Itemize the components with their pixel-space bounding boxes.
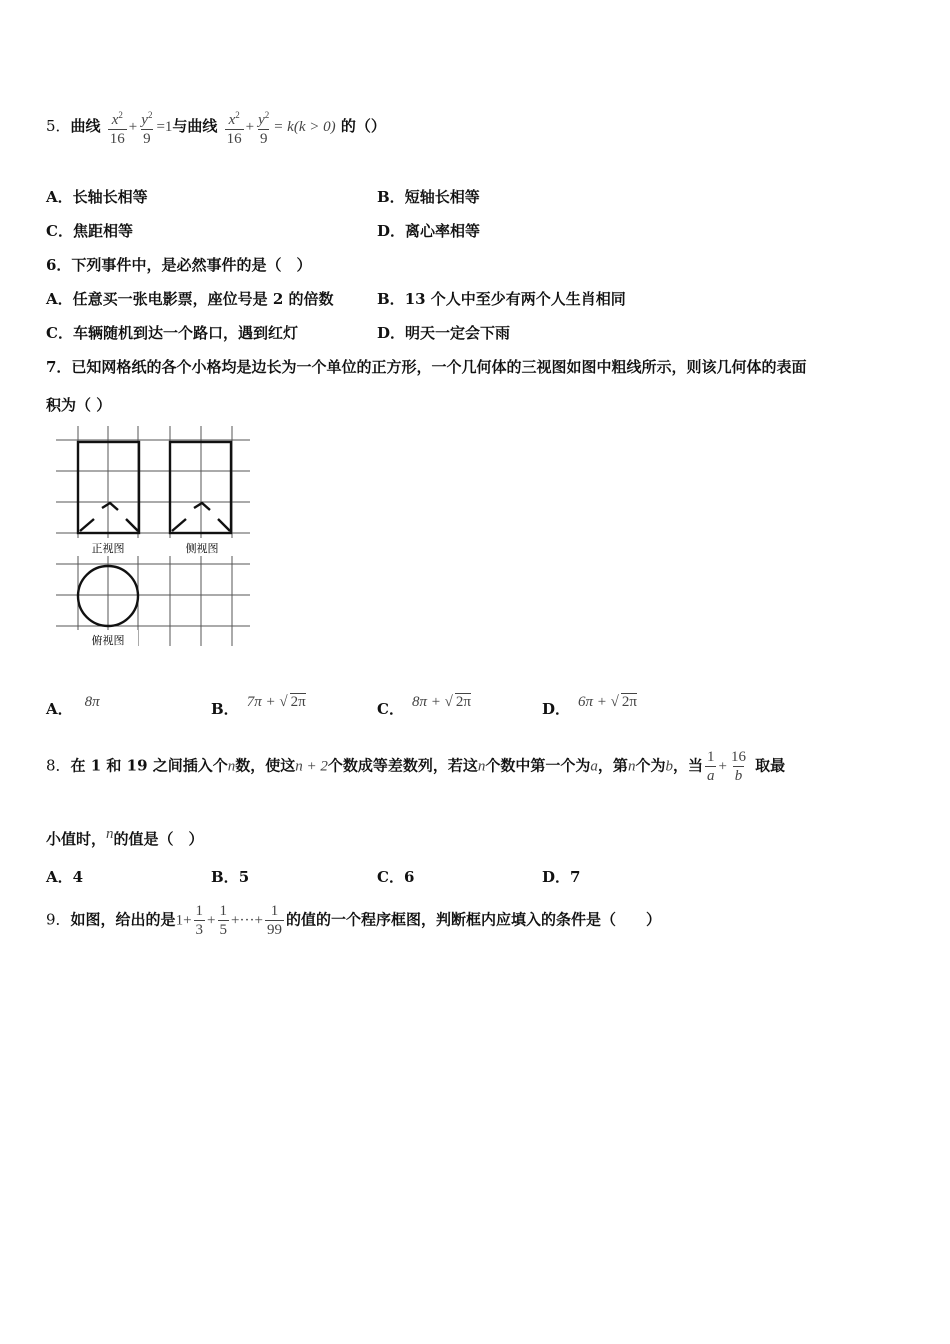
q7-option-b[interactable]: B． 7π + √ 2π — [211, 694, 306, 718]
q8-stem-line1: 8．在 1 和 19 之间插入个n数，使这n + 2个数成等差数列，若这n个数中第一个为a，第n个为b，当 $\frac{1}{a}$ + $\frac{16}{b}$ 取最 — [46, 749, 786, 784]
q8-frac-16-b: $\frac{16}{b}$ — [730, 749, 746, 784]
q8-option-d[interactable]: D．7 — [542, 868, 581, 886]
q9-stem: 9．如图，给出的是1+ $\frac{1}{3}$ + $\frac{1}{5}$ +···+ $\frac{1}{99}$ 的值的一个程序框图，判断框内应填入的条件是（ ） — [46, 903, 661, 938]
front-view-label: 正视图 — [91, 542, 125, 555]
three-view-diagram — [52, 424, 252, 652]
q5-option-c[interactable]: C．焦距相等 — [46, 222, 133, 240]
q8-stem-line2: 小值时，n的值是（ ） — [46, 826, 204, 848]
q5-frac-y2: $\frac{y^2}{9}$ — [258, 110, 270, 147]
top-view-label: 俯视图 — [91, 634, 125, 647]
q8-option-c[interactable]: C．6 — [377, 868, 415, 886]
q6-stem: 6．下列事件中，是必然事件的是（ ） — [46, 256, 312, 274]
three-view-figure — [52, 424, 252, 656]
q6-option-c[interactable]: C．车辆随机到达一个路口，遇到红灯 — [46, 324, 298, 342]
q5-lead: 曲线 — [70, 117, 101, 135]
q7-stem-line2: 积为（ ） — [46, 396, 112, 414]
q5-eq1-rhs: =1 — [156, 119, 173, 135]
q5-number: 5． — [46, 117, 71, 135]
q9-frac-1-3: $\frac{1}{3}$ — [195, 903, 204, 938]
q5-stem: 5．曲线 $\frac{x^2}{16}$ + $\frac{y^2}{9}$ =1与曲线 $\frac{x^2}{16}$ + $\frac{y^2}{9}$ = k(k > 0) 的（） — [46, 106, 386, 148]
q5-frac-x2: $\frac{x^2}{16}$ — [226, 110, 242, 147]
q9-frac-1-99: $\frac{1}{99}$ — [266, 903, 282, 938]
q8-frac-1-a: $\frac{1}{a}$ — [706, 749, 715, 784]
grid-lines — [56, 426, 250, 646]
q5-frac-y: $\frac{y^2}{9}$ — [141, 110, 153, 147]
q7-stem-line1: 7．已知网格纸的各个小格均是边长为一个单位的正方形，一个几何体的三视图如图中粗线所示，则该几何体的表面 — [46, 358, 807, 376]
q6-option-a[interactable]: A．任意买一张电影票，座位号是 2 的倍数 — [46, 290, 334, 308]
q5-option-a[interactable]: A．长轴长相等 — [46, 188, 148, 206]
q7-option-a[interactable]: A． 8π — [46, 694, 100, 718]
q7-option-c[interactable]: C． 8π + √ 2π — [377, 694, 471, 718]
q5-frac-x: $\frac{x^2}{16}$ — [109, 110, 125, 147]
q6-option-d[interactable]: D．明天一定会下雨 — [377, 324, 511, 342]
q8-option-b[interactable]: B．5 — [211, 868, 250, 886]
q9-frac-1-5: $\frac{1}{5}$ — [219, 903, 227, 938]
q6-option-b[interactable]: B．13 个人中至少有两个人生肖相同 — [377, 290, 626, 308]
q5-eq2-rhs: = k(k > 0) — [273, 119, 336, 135]
q5-tail: 的（） — [340, 117, 386, 135]
q7-option-d[interactable]: D． 6π + √ 2π — [542, 694, 637, 718]
q5-option-d[interactable]: D．离心率相等 — [377, 222, 481, 240]
side-view-label: 侧视图 — [185, 542, 219, 555]
q8-option-a[interactable]: A．4 — [46, 868, 84, 886]
q5-mid: 与曲线 — [172, 117, 218, 135]
q5-option-b[interactable]: B．短轴长相等 — [377, 188, 480, 206]
